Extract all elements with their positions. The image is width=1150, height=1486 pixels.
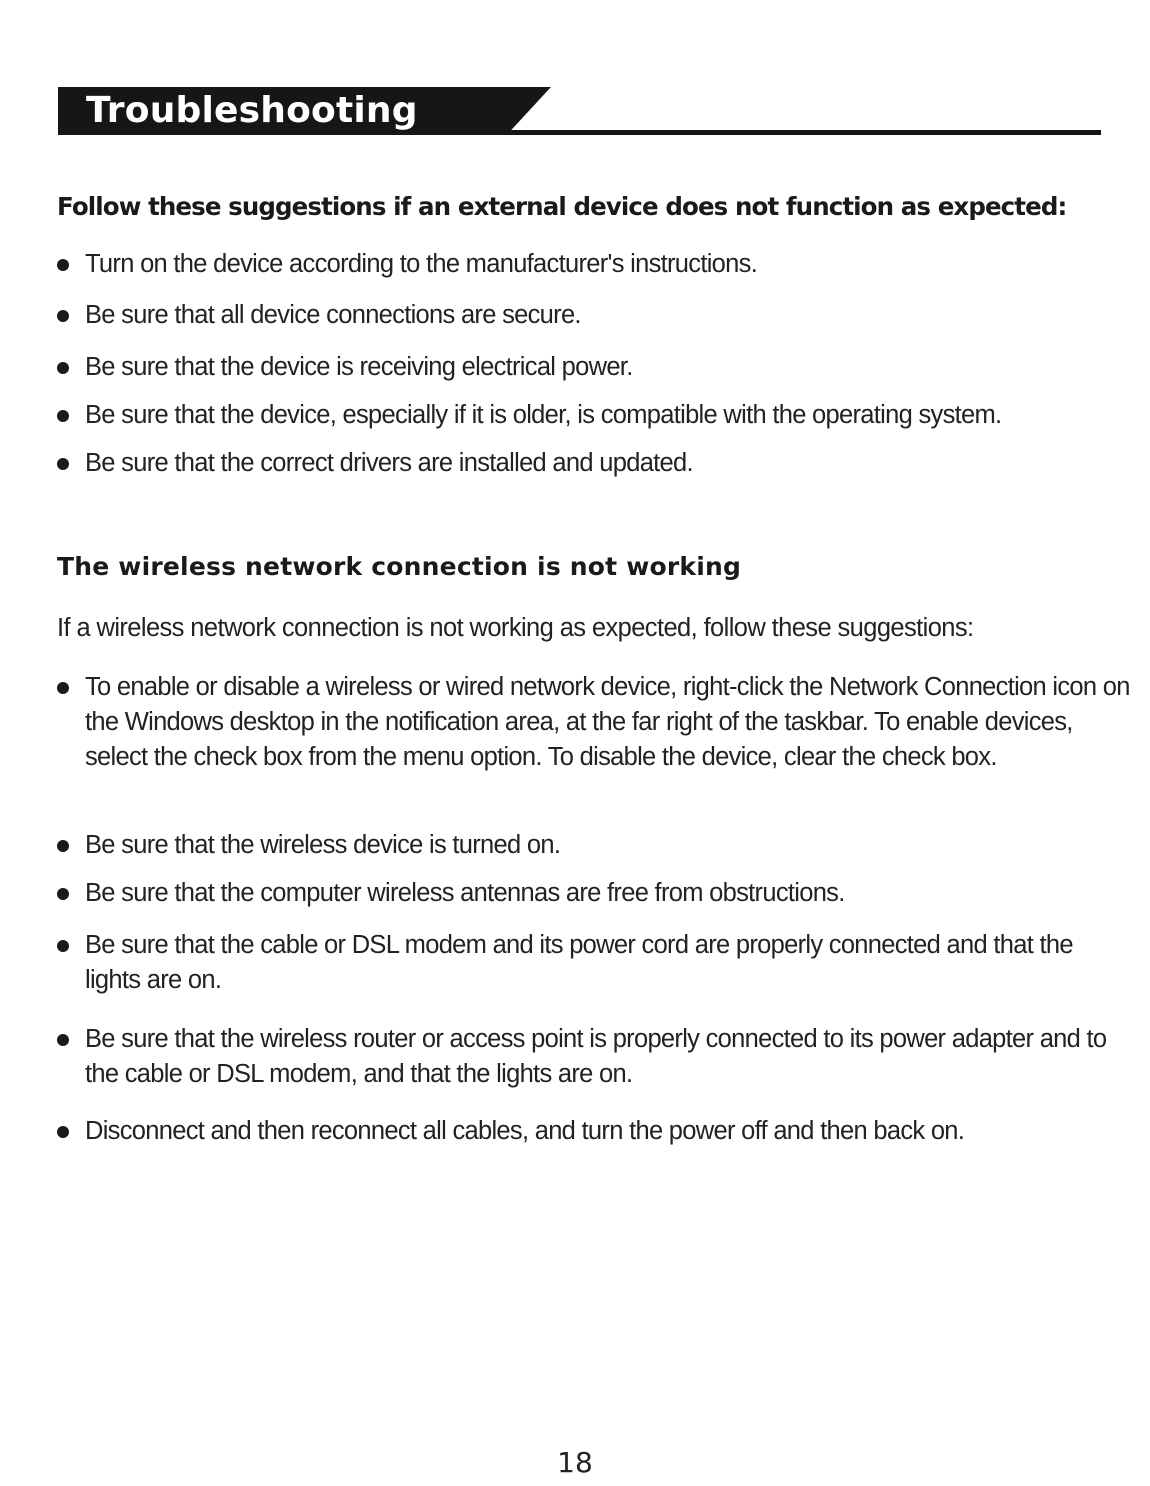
external-device-heading: Follow these suggestions if an external device does not function as expected: [57,192,1067,221]
list-item: Be sure that the cable or DSL modem and its power cord are properly connected and that the lights are on. [57,928,1132,998]
bullet-icon [57,362,69,374]
bullet-icon [57,458,69,470]
bullet-icon [57,888,69,900]
wireless-intro: If a wireless network connection is not working as expected, follow these suggestions: [57,614,974,642]
bullet-icon [57,1034,69,1046]
list-item: Be sure that the correct drivers are installed and updated. [57,446,1132,481]
list-item: Be sure that the wireless router or access point is properly connected to its power adapter and to the cable or DSL modem, and that the lights are on. [57,1022,1132,1092]
page-title: Troubleshooting [86,90,418,131]
bullet-icon [57,310,69,322]
list-item: Be sure that all device connections are secure. [57,298,1132,333]
bullet-icon [57,682,69,694]
wireless-heading: The wireless network connection is not working [57,552,742,581]
page-number: 18 [557,1446,593,1479]
list-item: Be sure that the device is receiving electrical power. [57,350,1132,385]
bullet-icon [57,410,69,422]
bullet-icon [57,1126,69,1138]
bullet-icon [57,840,69,852]
list-item: Turn on the device according to the manufacturer's instructions. [57,247,1132,282]
bullet-icon [57,259,69,271]
list-item: To enable or disable a wireless or wired network device, right-click the Network Connection icon on the Windows desktop in the notification area, at the far right of the taskbar. To enable devices, select the check box from the menu option. To disable the device, clear the check box. [57,670,1132,775]
list-item: Be sure that the device, especially if it is older, is compatible with the operating system. [57,398,1132,433]
list-item: Be sure that the computer wireless antennas are free from obstructions. [57,876,1132,911]
list-item: Be sure that the wireless device is turned on. [57,828,1132,863]
bullet-icon [57,940,69,952]
section-banner [58,87,1101,137]
list-item: Disconnect and then reconnect all cables, and turn the power off and then back on. [57,1114,1132,1149]
